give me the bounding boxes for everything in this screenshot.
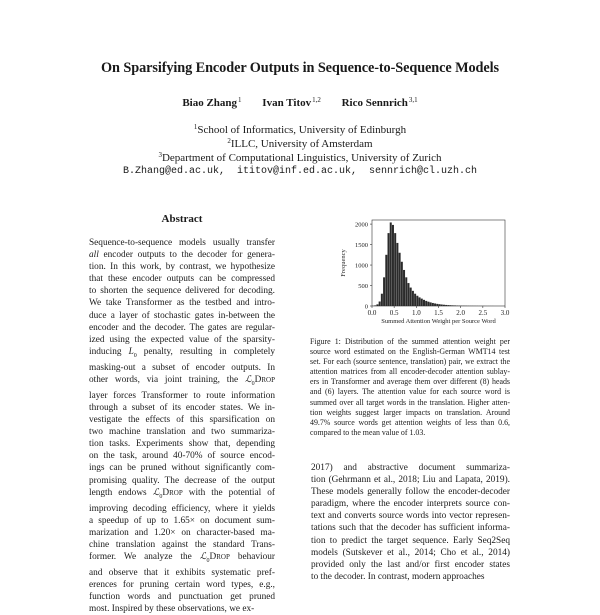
histogram-bar	[443, 305, 445, 306]
abstract-line: layer forces Transformer to route information	[89, 390, 275, 402]
y-tick-label: 500	[358, 283, 368, 290]
abstract-line: ings can be pruned without significantly com-	[89, 462, 275, 474]
abstract-heading: Abstract	[89, 213, 275, 225]
y-tick-label: 0	[365, 303, 368, 310]
author-list	[0, 96, 600, 109]
histogram-bar	[407, 283, 409, 306]
histogram-bar	[374, 305, 376, 306]
x-tick-label: 1.0	[412, 309, 421, 317]
abstract-line: erences for pruning certain word types, e.g.,	[89, 579, 275, 591]
author-sup: 1,2	[312, 96, 321, 104]
abstract-line: encoder and the decoder. The gates are regular-	[89, 322, 275, 334]
y-tick-label: 2000	[355, 221, 368, 228]
caption-line: source word estimated on the English-German WMT14 test	[310, 347, 510, 357]
body-text-right-column	[311, 462, 510, 583]
y-tick-label: 1000	[355, 262, 368, 269]
abstract-line: Sequence-to-sequence models usually transfer	[89, 237, 275, 249]
affiliation-3	[0, 151, 600, 164]
histogram-bar	[390, 222, 392, 306]
attention-histogram	[327, 214, 513, 334]
affiliation-text: Department of Computational Linguistics, University of Zurich	[162, 152, 442, 164]
caption-line: set. For each (source sentence, translation) pair, we extract the	[310, 357, 510, 367]
abstract-line: tion. In this work, by contrast, we hypothesize	[89, 261, 275, 273]
caption-line: ers in Transformer and average them over different (8) heads	[310, 377, 510, 387]
body-line: 2017) and abstractive document summariza-	[311, 462, 510, 474]
abstract-line: chine translation against the standard Trans-	[89, 539, 275, 551]
affiliation-sup: 3	[158, 151, 162, 159]
histogram-bar	[421, 299, 423, 306]
histogram-bar	[450, 305, 452, 306]
histogram-bar	[376, 304, 378, 306]
abstract-line: on the task, around 40-70% of source encod-	[89, 450, 275, 462]
histogram-bar	[452, 305, 454, 306]
caption-line: Figure 1: Distribution of the summed attention weight per	[310, 337, 510, 347]
histogram-bar	[401, 262, 403, 306]
author-1	[182, 97, 241, 109]
histogram-bar	[454, 305, 456, 306]
abstract-line: most. Inspired by these observations, we ex-	[89, 603, 275, 615]
histogram-bar	[425, 301, 427, 306]
abstract-line: other words, via joint training, the ℒ$_0$Drop	[89, 374, 275, 390]
author-name: Biao Zhang	[182, 97, 237, 109]
author-name: Ivan Titov	[262, 97, 311, 109]
histogram-svg	[327, 214, 513, 334]
author-sup: 3,1	[409, 96, 418, 104]
abstract-body	[89, 237, 275, 615]
histogram-bar	[403, 270, 405, 306]
author-emails	[0, 166, 600, 177]
body-line: These models generally follow the encoder-decoder	[311, 486, 510, 498]
body-line: provided only the last and/or first encoder states	[311, 559, 510, 571]
abstract-line: promising quality. The decrease of the output	[89, 475, 275, 487]
author-sup: 1	[238, 96, 242, 104]
abstract-line: tion tasks. Experiments show that, depending	[89, 438, 275, 450]
histogram-bar	[445, 305, 447, 306]
histogram-bar	[434, 303, 436, 306]
body-line: tations such that the decoder has sufficient informa-	[311, 522, 510, 534]
affiliation-sup: 1	[194, 123, 198, 131]
affiliation-1	[0, 123, 600, 136]
abstract-line: a speedup of up to 1.65× on document sum-	[89, 515, 275, 527]
abstract-line: through a subset of its encoder states. We in-	[89, 402, 275, 414]
author-3	[342, 97, 418, 109]
figure-caption	[310, 337, 510, 438]
email-2[interactable]: ititov@inf.ed.ac.uk,	[237, 166, 357, 177]
abstract-line: former. We analyze the ℒ$_0$Drop behaviour	[89, 551, 275, 567]
body-line: tion (Gehrmann et al., 2018; Liu and Lapata, 2019).	[311, 474, 510, 486]
abstract-line: vestigate the effects of this sparsification on	[89, 414, 275, 426]
histogram-bar	[423, 300, 425, 306]
histogram-bar	[399, 253, 401, 306]
abstract-line: function words and punctuation get pruned	[89, 591, 275, 603]
histogram-bar	[441, 304, 443, 306]
abstract-line: and observe that it exhibits systematic pref-	[89, 567, 275, 579]
body-line: paradigm, where the encoder interprets source con-	[311, 498, 510, 510]
histogram-bar	[388, 233, 390, 306]
histogram-bar	[394, 233, 396, 306]
y-tick-label: 1500	[355, 242, 368, 249]
histogram-bar	[432, 303, 434, 306]
caption-line: summed over all target words in the translation. Higher atten-	[310, 398, 510, 408]
histogram-bar	[416, 296, 418, 306]
abstract-line: all encoder outputs to the decoder for genera-	[89, 249, 275, 261]
abstract-line: We take Transformer as the testbed and intro-	[89, 297, 275, 309]
histogram-bar	[383, 277, 385, 306]
body-line: models (Sutskever et al., 2014; Cho et al., 2014)	[311, 547, 510, 559]
x-tick-label: 0.5	[390, 309, 399, 317]
abstract-line: improving decoding efficiency, where it yields	[89, 503, 275, 515]
caption-line: and (6) layers. The attention value for each source word is	[310, 387, 510, 397]
abstract-line: masking-out a subset of encoder outputs. In	[89, 362, 275, 374]
affiliation-text: ILLC, University of Amsterdam	[231, 138, 373, 150]
email-3[interactable]: sennrich@cl.uzh.ch	[369, 166, 477, 177]
caption-line: tion weights suggest larger impacts on translation. Around	[310, 408, 510, 418]
paper-title: On Sparsifying Encoder Outputs in Sequence-to-Sequence Models	[0, 60, 600, 77]
histogram-bar	[385, 255, 387, 306]
histogram-bar	[414, 294, 416, 306]
histogram-bar	[392, 225, 394, 306]
affiliation-text: School of Informatics, University of Edinburgh	[197, 124, 406, 136]
author-name: Rico Sennrich	[342, 97, 408, 109]
abstract-line: two machine translation and two summariza-	[89, 426, 275, 438]
abstract-line: that these encoder outputs can be compressed	[89, 273, 275, 285]
x-tick-label: 1.5	[434, 309, 443, 317]
x-tick-label: 3.0	[501, 309, 510, 317]
histogram-bar	[419, 297, 421, 306]
abstract-line: length endows ℒ$_0$Drop with the potential of	[89, 487, 275, 503]
caption-line: attention matrices from all encoder-decoder attention sublay-	[310, 367, 510, 377]
x-tick-label: 2.0	[456, 309, 465, 317]
x-tick-label: 2.5	[478, 309, 487, 317]
histogram-bar	[430, 302, 432, 306]
author-2	[262, 97, 321, 109]
histogram-bar	[396, 243, 398, 306]
x-axis-label: Summed Attention Weight per Source Word	[381, 318, 496, 325]
abstract-line: ized using the expected value of the sparsity-	[89, 334, 275, 346]
body-line: to the decoder. In contrast, modern approaches	[311, 571, 510, 583]
body-line: text and converts source words into vector represen-	[311, 510, 510, 522]
abstract-line: duce a layer of stochastic gates in-between the	[89, 310, 275, 322]
histogram-bar	[439, 304, 441, 306]
histogram-bar	[447, 305, 449, 306]
histogram-bar	[436, 304, 438, 306]
histogram-bar	[379, 301, 381, 306]
body-line: tion to predict the target sequence. Early Seq2Seq	[311, 535, 510, 547]
y-axis-label: Frequency	[340, 249, 347, 277]
abstract-line: marization and 1.20× on character-based ma-	[89, 527, 275, 539]
histogram-bar	[412, 291, 414, 306]
x-tick-label: 0.0	[368, 309, 377, 317]
caption-line: 49.7% source words get attention weights of less than 0.6,	[310, 418, 510, 428]
caption-line: compared to the mean value of 1.03.	[310, 428, 510, 438]
email-1[interactable]: B.Zhang@ed.ac.uk,	[123, 166, 225, 177]
abstract-line: to shorten the sequence delivered for decoding.	[89, 285, 275, 297]
histogram-bar	[410, 288, 412, 306]
affiliation-sup: 2	[227, 137, 231, 145]
histogram-bar	[405, 277, 407, 306]
affiliation-2	[0, 137, 600, 150]
abstract-line: inducing $L_0$ penalty, resulting in completely	[89, 346, 275, 362]
histogram-bar	[427, 302, 429, 306]
histogram-bar	[381, 294, 383, 306]
